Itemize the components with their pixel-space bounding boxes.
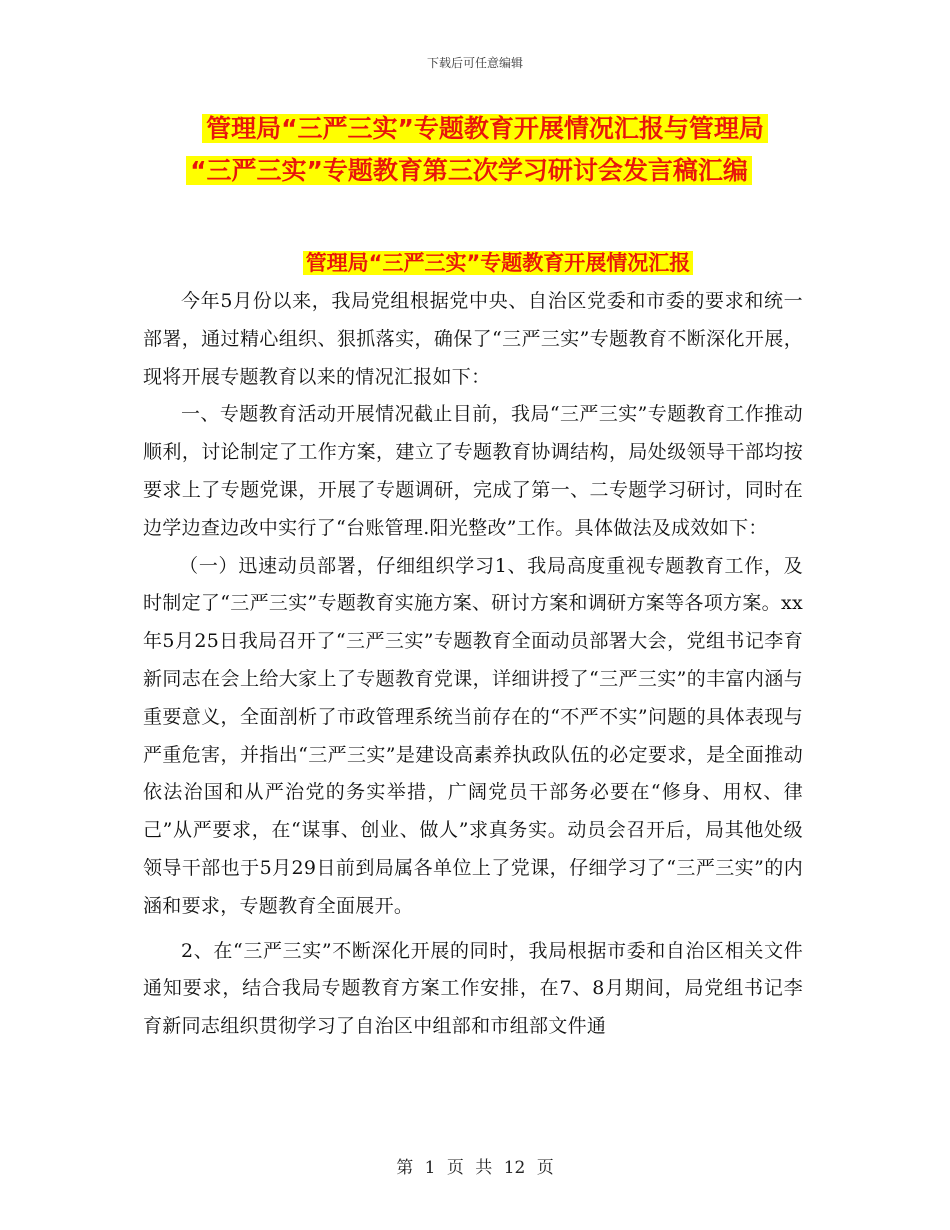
paragraph-subsection-one: （一）迅速动员部署，仔细组织学习1、我局高度重视专题教育工作，及时制定了“三严三实”专题教育实施方案、研讨方案和调研方案等各项方案。xx年5月25日我局召开了“三严三实”专题教育全面动员部署大会，党组书记李育新同志在会上给大家上了专题教育党课，详细讲授了“三严三实”的丰富内涵与重要意义，全面剖析了市政管理系统当前存在的“不严不实”问题的具体表现与严重危害，并指出“三严三实”是建设高素养执政队伍的必定要求，是全面推动依法治国和从严治党的务实举措，广阔党员干部务必要在“修身、用权、律己”从严要求，在“谋事、创业、做人”求真务实。动员会召开后，局其他处级领导干部也于5月29日前到局属各单位上了党课，仔细学习了“三严三实”的内涵和要求，专题教育全面展开。 (143, 554, 803, 917)
title-highlight-2: “三严三实”专题教育第三次学习研讨会发言稿汇编 (186, 156, 752, 185)
title-highlight-1: 管理局“三严三实”专题教育开展情况汇报与管理局 (202, 114, 768, 143)
paragraph-item-two: 2、在“三严三实”不断深化开展的同时，我局根据市委和自治区相关文件通知要求，结合我局专题教育方案工作安排，在7、8月期间，局党组书记李育新同志组织贯彻学习了自治区中组部和市组部文件通 (143, 939, 803, 1038)
paragraph-intro: 今年5月份以来，我局党组根据党中央、自治区党委和市委的要求和统一部署，通过精心组织、狠抓落实，确保了“三严三实”专题教育不断深化开展，现将开展专题教育以来的情况汇报如下： (143, 290, 803, 388)
page-number: 第 1 页 共 12 页 (396, 1158, 554, 1178)
document-body (143, 283, 803, 1046)
section-title (0, 246, 950, 280)
document-title-line-2 (0, 152, 950, 190)
section-title-highlight: 管理局“三严三实”专题教育开展情况汇报 (303, 251, 694, 275)
page-header-note: 下载后可任意编辑 (426, 56, 523, 70)
paragraph-section-one: 一、专题教育活动开展情况截止目前，我局“三严三实”专题教育工作推动顺利，讨论制定了工作方案，建立了专题教育协调结构，局处级领导干部均按要求上了专题党课，开展了专题调研，完成了第一、二专题学习研讨，同时在边学边查边改中实行了“台账管理.阳光整改”工作。具体做法及成效如下： (143, 403, 803, 539)
document-title-line-1 (0, 110, 950, 148)
